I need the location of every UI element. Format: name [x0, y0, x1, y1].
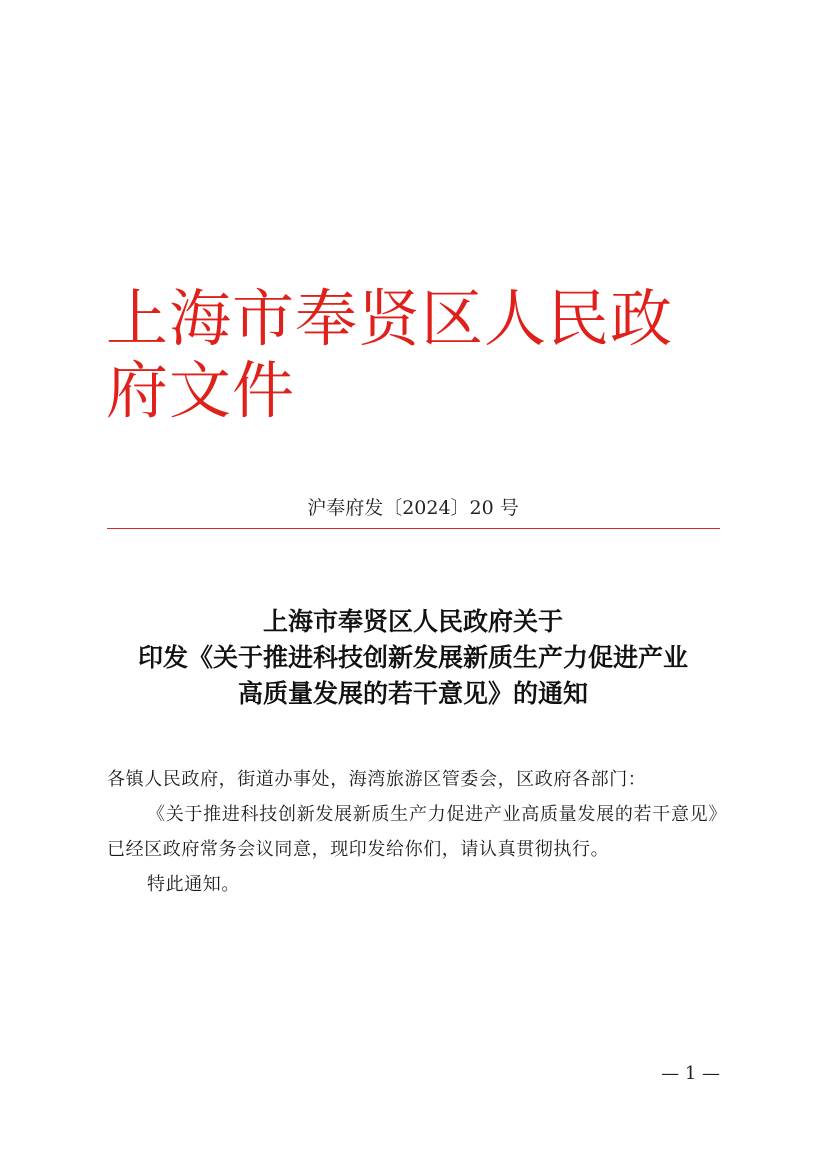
notice-title-line: 高质量发展的若干意见》的通知	[237, 679, 588, 708]
body-paragraph: 《关于推进科技创新发展新质生产力促进产业高质量发展的若干意见》已经区政府常务会议同意，现印发给你们，请认真贯彻执行。	[107, 804, 727, 860]
salutation: 各镇人民政府，街道办事处，海湾旅游区管委会，区政府各部门：	[107, 769, 647, 790]
document-number: 沪奉府发〔2024〕20 号	[307, 497, 519, 519]
page-number: — 1 —	[661, 1063, 720, 1084]
closing-line: 特此通知。	[147, 874, 240, 895]
document-header-title: 上海市奉贤区人民政府文件	[106, 282, 674, 427]
notice-body	[107, 762, 727, 902]
notice-title-line: 印发《关于推进科技创新发展新质生产力促进产业	[137, 643, 688, 672]
notice-title	[100, 604, 726, 712]
notice-title-line: 上海市奉贤区人民政府关于	[262, 607, 563, 636]
red-divider-line	[107, 528, 720, 529]
